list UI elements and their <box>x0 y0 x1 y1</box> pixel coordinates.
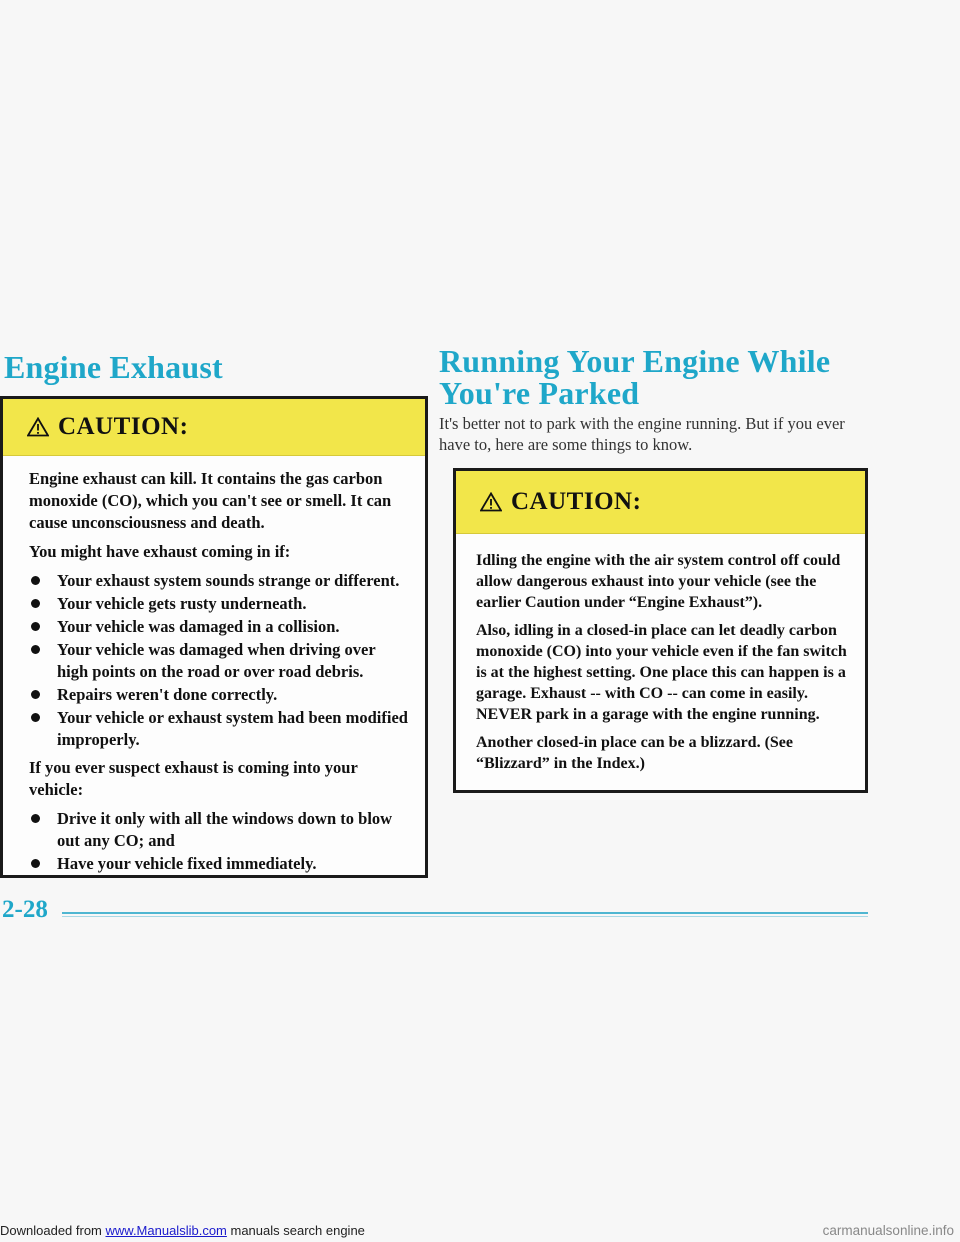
caution-box-engine-exhaust <box>0 396 428 878</box>
list-item: Your vehicle was damaged in a collision. <box>29 616 409 638</box>
list-item: Your vehicle was damaged when driving over high points on the road or over road debris. <box>29 639 409 683</box>
list-item: Drive it only with all the windows down to blow out any CO; and <box>29 808 409 852</box>
caution-paragraph: Engine exhaust can kill. It contains the gas carbon monoxide (CO), which you can't see or smell. It can cause unconsciousness and death. <box>29 469 392 532</box>
bullet-list <box>29 808 409 875</box>
bullet-icon <box>31 622 40 631</box>
list-item: Your exhaust system sounds strange or different. <box>29 570 409 592</box>
footer-prefix: Downloaded from <box>0 1223 106 1238</box>
caution-paragraph: Another closed-in place can be a blizzard. (See “Blizzard” in the Index.) <box>476 734 794 772</box>
caution-box-idling <box>453 468 868 793</box>
intro-paragraph: It's better not to park with the engine running. But if you ever have to, here are some things to know. <box>439 414 845 454</box>
bullet-icon <box>31 814 40 823</box>
watermark: carmanualsonline.info <box>822 1223 954 1238</box>
footer-rule <box>62 912 868 914</box>
caution-paragraph: Idling the engine with the air system control off could allow dangerous exhaust into your vehicle (see the earlier Caution under “Engine Exhaust”). <box>476 552 841 611</box>
caution-title: CAUTION: <box>511 488 642 515</box>
list-item: Repairs weren't done correctly. <box>29 684 409 706</box>
section-heading-engine-exhaust: Engine Exhaust <box>4 349 223 385</box>
download-footer <box>0 1223 365 1238</box>
bullet-icon <box>31 859 40 868</box>
caution-title: CAUTION: <box>58 413 189 440</box>
list-item: Your vehicle or exhaust system had been modified improperly. <box>29 707 409 751</box>
list-item: Have your vehicle fixed immediately. <box>29 853 409 875</box>
bullet-icon <box>31 645 40 654</box>
caution-body <box>3 456 425 875</box>
caution-header <box>3 399 425 456</box>
warning-triangle-icon <box>27 417 49 437</box>
bullet-icon <box>31 713 40 722</box>
section-heading-running-engine-parked: Running Your Engine While You're Parked <box>439 343 831 411</box>
footer-suffix: manuals search engine <box>226 1223 365 1238</box>
footer-rule-thin <box>62 916 868 917</box>
bullet-list <box>29 570 409 751</box>
manualslib-link[interactable]: www.Manualslib.com <box>105 1223 227 1238</box>
list-item: Your vehicle gets rusty underneath. <box>29 593 409 615</box>
caution-paragraph: If you ever suspect exhaust is coming into your vehicle: <box>29 758 358 799</box>
page-number: 2-28 <box>2 896 48 923</box>
warning-triangle-icon <box>480 492 502 512</box>
bullet-icon <box>31 576 40 585</box>
caution-header <box>456 471 865 534</box>
bullet-icon <box>31 690 40 699</box>
caution-paragraph: You might have exhaust coming in if: <box>29 542 291 561</box>
caution-paragraph: Also, idling in a closed-in place can let deadly carbon monoxide (CO) into your vehicle even if the fan switch is at the highest setting. One place this can happen is a garage. Exhaust -- with CO -- can come in easily. NEVER park in a garage with the engine running. <box>476 622 847 723</box>
bullet-icon <box>31 599 40 608</box>
caution-body <box>456 534 865 774</box>
